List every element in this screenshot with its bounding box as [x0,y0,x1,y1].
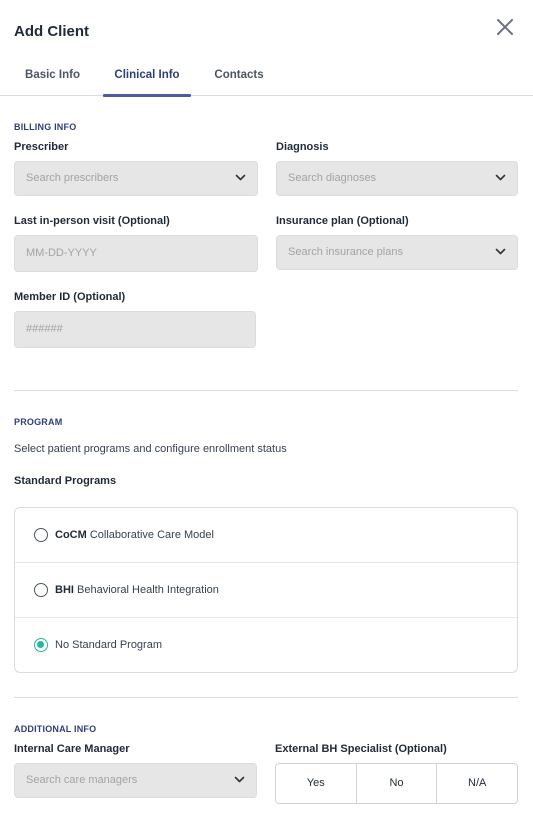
tab-clinical-info[interactable]: Clinical Info [103,58,191,96]
bh-specialist-no-button[interactable]: No [356,764,437,803]
last-visit-placeholder: MM-DD-YYYY [26,247,97,259]
radio-button[interactable] [34,583,48,597]
standard-programs-list [14,507,518,673]
care-manager-placeholder: Search care managers [26,774,138,786]
member-id-label: Member ID (Optional) [14,291,126,303]
insurance-select[interactable] [276,235,518,270]
last-visit-input[interactable] [14,235,258,272]
modal-title: Add Client [14,23,89,40]
program-option-bhi[interactable] [15,563,517,618]
insurance-placeholder: Search insurance plans [288,246,403,258]
chevron-down-icon [234,776,245,784]
chevron-down-icon [495,174,506,182]
section-divider [14,697,518,698]
program-heading: PROGRAM [14,417,63,427]
billing-info-heading: BILLING INFO [14,122,77,132]
section-divider [14,390,518,391]
member-id-placeholder: ###### [26,323,63,335]
radio-button[interactable] [34,528,48,542]
standard-programs-label: Standard Programs [14,475,117,487]
bh-specialist-label: External BH Specialist (Optional) [275,743,447,755]
care-manager-label: Internal Care Manager [14,743,130,755]
program-name: Behavioral Health Integration [77,584,219,596]
modal-header [0,0,533,96]
program-description: Select patient programs and configure enrollment status [14,443,287,455]
bh-specialist-yes-button[interactable]: Yes [306,777,325,789]
insurance-label: Insurance plan (Optional) [276,215,409,227]
member-id-input[interactable] [14,311,256,348]
additional-info-heading: ADDITIONAL INFO [14,724,97,734]
bh-specialist-na-button[interactable]: N/A [436,764,517,803]
tab-contacts[interactable]: Contacts [214,69,264,81]
diagnosis-placeholder: Search diagnoses [288,172,377,184]
prescriber-select[interactable] [14,161,258,196]
program-name: Collaborative Care Model [89,529,214,541]
diagnosis-label: Diagnosis [276,141,329,153]
chevron-down-icon [495,248,506,256]
tab-bar [0,58,533,96]
bh-specialist-toggle [275,763,518,804]
program-option-cocm[interactable] [15,508,517,563]
close-icon[interactable] [494,16,516,38]
program-name: No Standard Program [55,639,162,651]
chevron-down-icon [235,174,246,182]
prescriber-placeholder: Search prescribers [26,172,119,184]
tab-basic-info[interactable]: Basic Info [25,69,80,81]
radio-button-selected[interactable] [34,638,48,652]
program-code: CoCM [55,529,87,541]
prescriber-label: Prescriber [14,141,69,153]
program-code: BHI [55,584,74,596]
program-option-none[interactable] [15,618,517,673]
care-manager-select[interactable] [14,763,257,798]
diagnosis-select[interactable] [276,161,518,196]
last-visit-label: Last in-person visit (Optional) [14,215,170,227]
